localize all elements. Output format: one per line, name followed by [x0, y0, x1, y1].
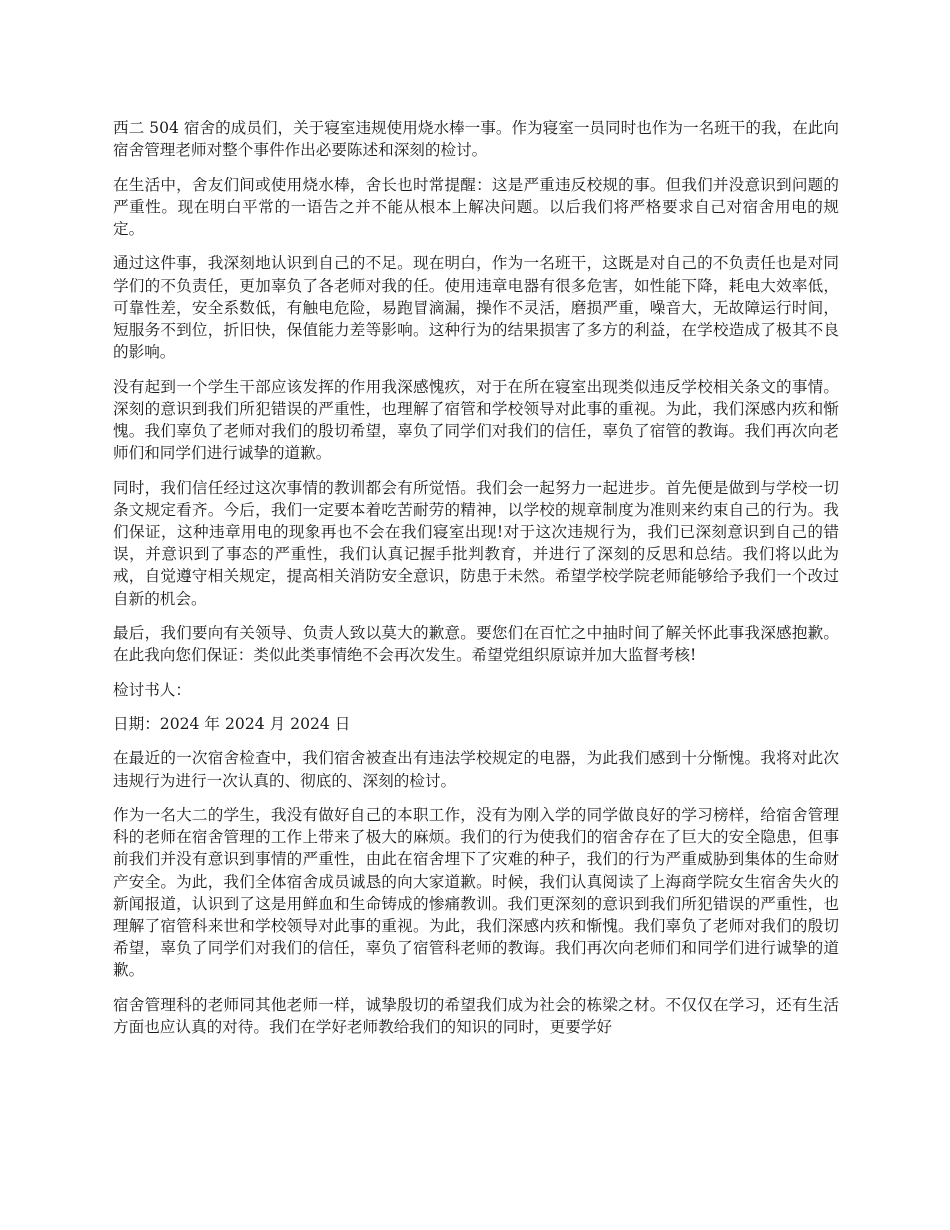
- paragraph-2: 在生活中，舍友们间或使用烧水棒，舍长也时常提醒：这是严重违反校规的事。但我们并没意识到问题的严重性。现在明白平常的一语告之并不能从根本上解决问题。以后我们将严格要求自己对宿舍用电的规定。: [113, 175, 839, 238]
- paragraph-1: 西二 504 宿舍的成员们，关于寝室违规使用烧水棒一事。作为寝室一员同时也作为一名班干的我，在此向宿舍管理老师对整个事件作出必要陈述和深刻的检讨。: [113, 119, 839, 160]
- date-line: 日期：2024 年 2024 月 2024 日: [113, 714, 351, 733]
- paragraph-4: 没有起到一个学生干部应该发挥的作用我深感愧疚，对于在所在寝室出现类似违反学校相关条文的事情。 深刻的意识到我们所犯错误的严重性，也理解了宿管和学校领导对此事的重视。为此，我们深感内疚和惭愧。我们辜负了老师对我们的殷切希望，辜负了同学们对我们的信任，辜负了宿管的教诲。我们再次向老师们和同学们进行诚挚的道歉。: [113, 377, 839, 463]
- paragraph-6: 最后，我们要向有关领导、负责人致以莫大的歉意。要您们在百忙之中抽时间了解关怀此事我深感抱歉。在此我向您们保证：类似此类事情绝不会再次发生。希望党组织原谅并加大监督考核!: [113, 624, 839, 665]
- paragraph-9: 在最近的一次宿舍检查中，我们宿舍被查出有违法学校规定的电器，为此我们感到十分惭愧。我将对此次违规行为进行一次认真的、彻底的、深刻的检讨。: [113, 749, 839, 790]
- signature-line: 检讨书人：: [113, 680, 191, 699]
- paragraph-3: 通过这件事，我深刻地认识到自己的不足。现在明白，作为一名班干，这既是对自己的不负责任也是对同学们的不负责任，更加辜负了各老师对我的任。使用违章电器有很多危害，如性能下降，耗电大效率低，可靠性差，安全系数低，有触电危险，易跑冒滴漏，操作不灵活，磨损严重，噪音大，无故障运行时间，短服务不到位，折旧快，保值能力差等影响。这种行为的结果损害了多方的利益，在学校造成了极其不良的影响。: [113, 254, 839, 362]
- paragraph-11: 宿舍管理科的老师同其他老师一样，诚挚殷切的希望我们成为社会的栋梁之材。不仅仅在学习，还有生活方面也应认真的对待。我们在学好老师教给我们的知识的同时，更要学好: [113, 995, 839, 1036]
- paragraph-10: 作为一名大二的学生，我没有做好自己的本职工作，没有为刚入学的同学做良好的学习榜样，给宿舍管理科的老师在宿舍管理的工作上带来了极大的麻烦。我们的行为使我们的宿舍存在了巨大的安全隐患，但事前我们并没有意识到事情的严重性，由此在宿舍埋下了灾难的种子，我们的行为严重威胁到集体的生命财产安全。为此，我们全体宿舍成员诚恳的向大家道歉。时候，我们认真阅读了上海商学院女生宿舍失火的新闻报道，认识到了这是用鲜血和生命铸成的惨痛教训。我们更深刻的意识到我们所犯错误的严重性，也理解了宿管科来世和学校领导对此事的重视。为此，我们深感内疚和惭愧。我们辜负了老师对我们的殷切希望，辜负了同学们对我们的信任，辜负了宿管科老师的教诲。我们再次向老师们和同学们进行诚挚的道歉。: [113, 805, 839, 980]
- paragraph-5: 同时，我们信任经过这次事情的教训都会有所觉悟。我们会一起努力一起进步。首先便是做到与学校一切条文规定看齐。今后，我们一定要本着吃苦耐劳的精神，以学校的规章制度为准则来约束自己的行为。我们保证，这种违章用电的现象再也不会在我们寝室出现!对于这次违规行为，我们已深刻意识到自己的错误，并意识到了事态的严重性，我们认真记握手批判教育，并进行了深刻的反思和总结。我们将以此为戒，自觉遵守相关规定，提高相关消防安全意识，防患于未然。希望学校学院老师能够给予我们一个改过自新的机会。: [113, 478, 839, 608]
- document-page: [113, 117, 839, 1050]
